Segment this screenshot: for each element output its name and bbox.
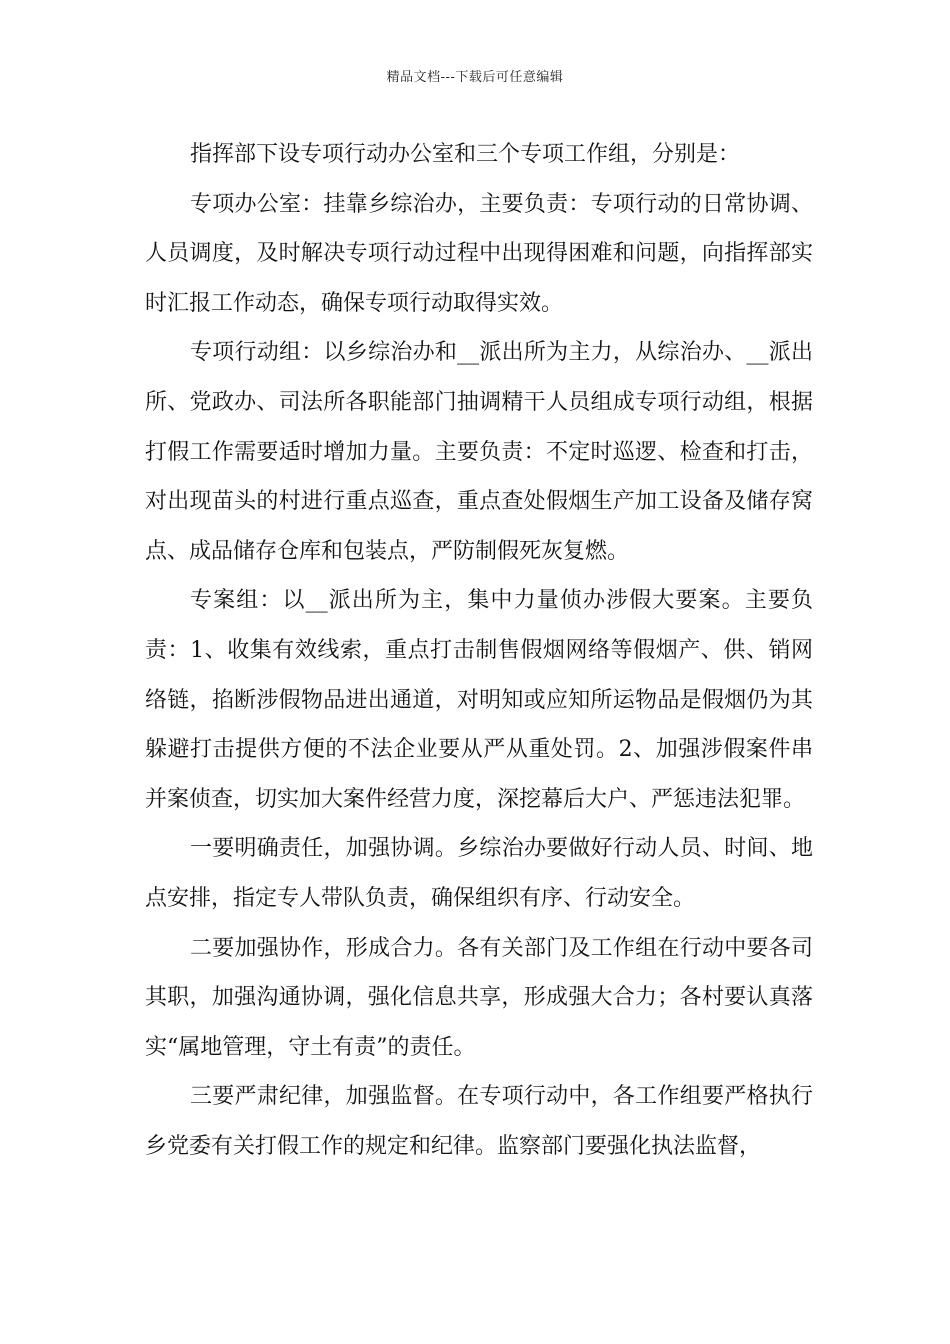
page-header: 精品文档---下载后可任意编辑 bbox=[386, 70, 564, 85]
paragraph-6: 二要加强协作，形成合力。各有关部门及工作组在行动中要各司其职，加强沟通协调，强化信息共享，形成强大合力；各村要认真落实“属地管理，守土有责”的责任。 bbox=[145, 935, 813, 1060]
paragraph-7: 三要严肃纪律，加强监督。在专项行动中，各工作组要严格执行乡党委有关打假工作的规定和纪律。监察部门要强化执法监督， bbox=[145, 1084, 813, 1159]
paragraph-2: 专项办公室：挂靠乡综治办，主要负责：专项行动的日常协调、人员调度，及时解决专项行动过程中出现得困难和问题，向指挥部实时汇报工作动态，确保专项行动取得实效。 bbox=[145, 191, 813, 316]
paragraph-1: 指挥部下设专项行动办公室和三个专项工作组，分别是： bbox=[190, 142, 741, 167]
paragraph-3: 专项行动组：以乡综治办和__派出所为主力，从综治办、__派出所、党政办、司法所各职能部门抽调精干人员组成专项行动组，根据打假工作需要适时增加力量。主要负责：不定时巡逻、检查和打击，对出现苗头的村进行重点巡查，重点查处假烟生产加工设备及储存窝点、成品储存仓库和包装点，严防制假死灰复燃。 bbox=[145, 340, 813, 564]
document-body bbox=[145, 130, 813, 1171]
paragraph-5: 一要明确责任，加强协调。乡综治办要做好行动人员、时间、地点安排，指定专人带队负责，确保组织有序、行动安全。 bbox=[145, 836, 813, 911]
paragraph-4: 专案组：以__派出所为主，集中力量侦办涉假大要案。主要负责：1、收集有效线索，重点打击制售假烟网络等假烟产、供、销网络链，掐断涉假物品进出通道，对明知或应知所运物品是假烟仍为其躲避打击提供方便的不法企业要从严从重处罚。2、加强涉假案件串并案侦查，切实加大案件经营力度，深挖幕后大户、严惩违法犯罪。 bbox=[145, 588, 813, 812]
